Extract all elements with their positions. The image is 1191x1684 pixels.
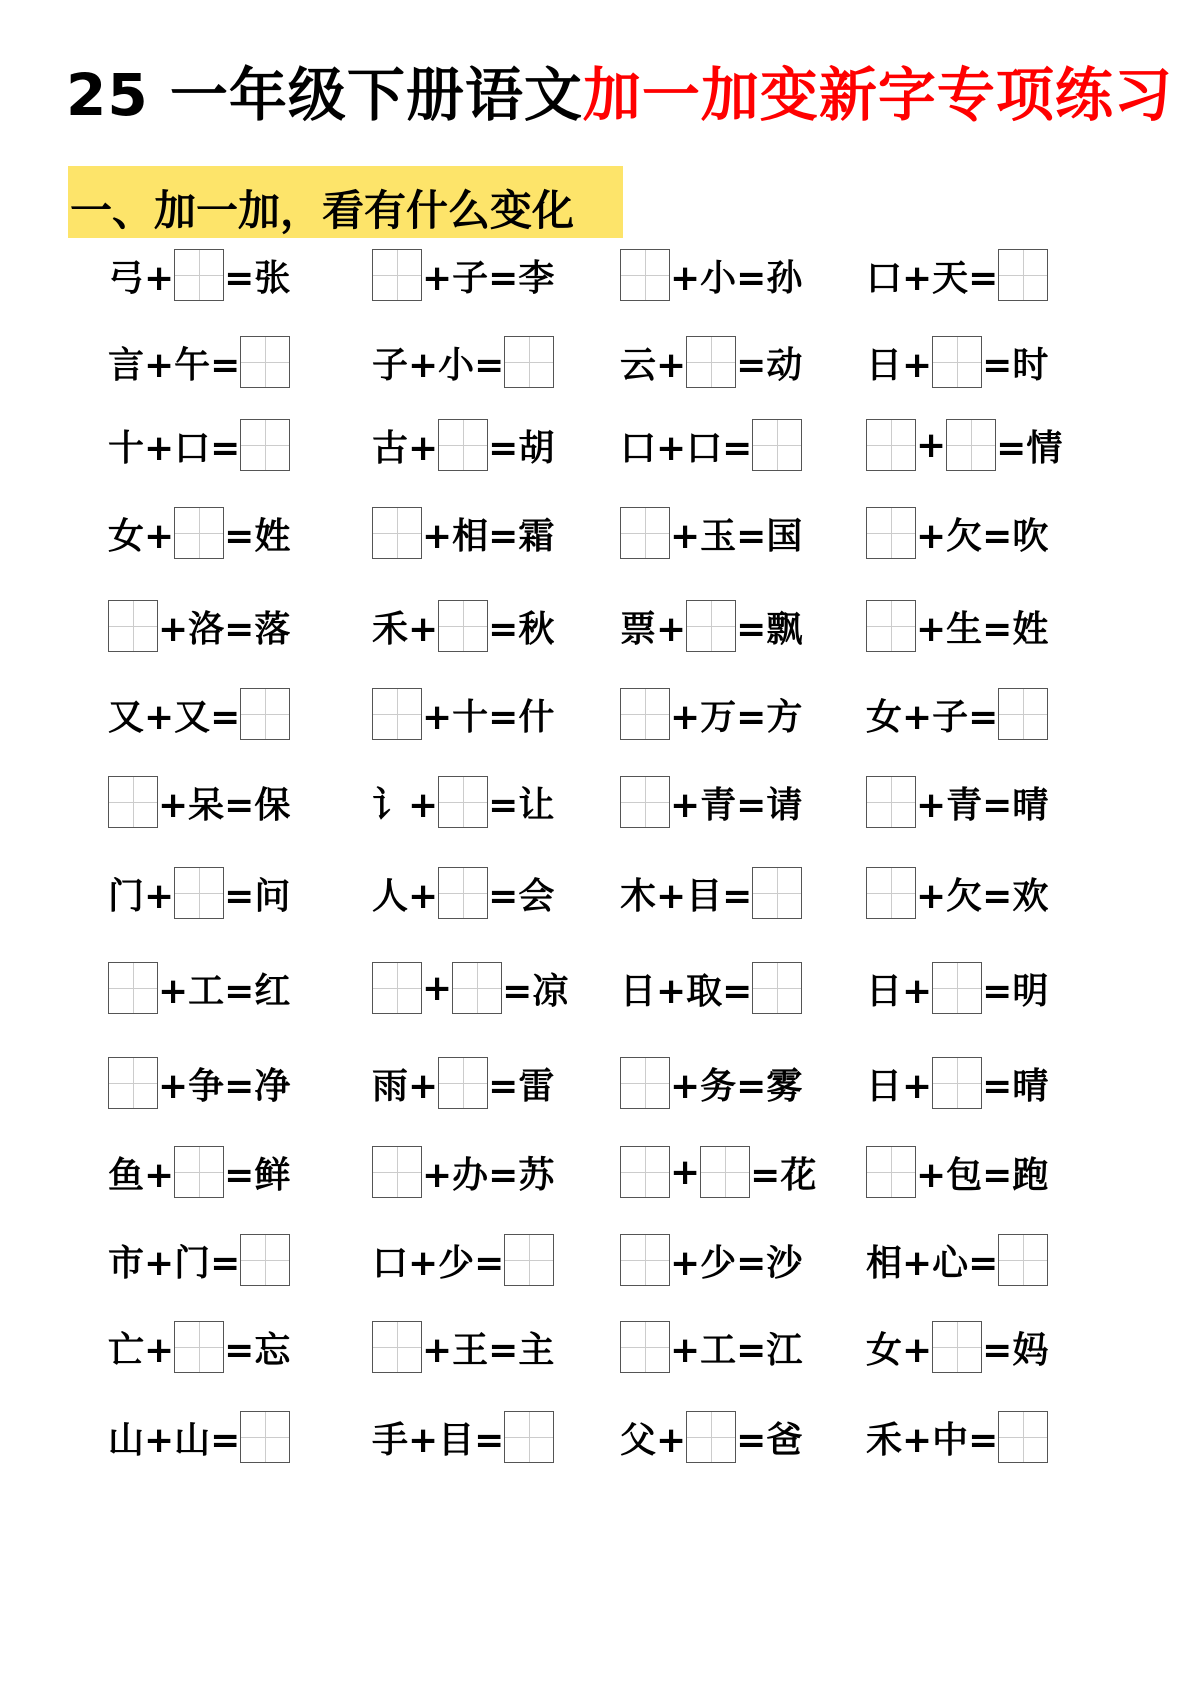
equation-text: =时 [982, 344, 1049, 386]
answer-box[interactable] [998, 1234, 1048, 1286]
equation-text: 门+ [108, 875, 175, 917]
answer-box[interactable] [620, 1146, 670, 1198]
answer-box[interactable] [372, 1321, 422, 1373]
exercise-item [108, 332, 290, 392]
equation-text: 又+又= [108, 696, 241, 738]
exercise-item [620, 415, 802, 475]
exercise-item [866, 684, 1048, 744]
exercise-item [620, 772, 802, 832]
answer-box[interactable] [438, 1057, 488, 1109]
exercise-item [372, 415, 554, 475]
equation-text: + [422, 967, 453, 1009]
equation-text: +呆=保 [158, 784, 291, 826]
equation-text: 口+口= [620, 427, 753, 469]
answer-box[interactable] [438, 776, 488, 828]
exercise-item [620, 332, 802, 392]
equation-text: 日+ [866, 970, 933, 1012]
exercise-item [866, 1407, 1048, 1467]
exercise-item [866, 245, 1048, 305]
equation-text: 言+午= [108, 344, 241, 386]
equation-text: 云+ [620, 344, 687, 386]
equation-text: 口+少= [372, 1242, 505, 1284]
equation-text: 市+门= [108, 1242, 241, 1284]
equation-text: +欠=吹 [916, 515, 1049, 557]
exercise-item [866, 1317, 1048, 1377]
equation-text: +办=苏 [422, 1154, 555, 1196]
answer-box[interactable] [932, 962, 982, 1014]
answer-box[interactable] [240, 688, 290, 740]
answer-box[interactable] [372, 688, 422, 740]
answer-box[interactable] [752, 419, 802, 471]
equation-text: =情 [996, 427, 1063, 469]
exercise-item [372, 1230, 554, 1290]
equation-text: +王=主 [422, 1329, 555, 1371]
answer-box[interactable] [108, 776, 158, 828]
answer-box[interactable] [438, 867, 488, 919]
answer-box[interactable] [372, 249, 422, 301]
answer-box[interactable] [108, 1057, 158, 1109]
equation-text: +工=江 [670, 1329, 803, 1371]
equation-text: =张 [224, 257, 291, 299]
equation-text: =晴 [982, 1065, 1049, 1107]
equation-text: 手+目= [372, 1419, 505, 1461]
equation-text: 女+子= [866, 696, 999, 738]
answer-box[interactable] [752, 962, 802, 1014]
equation-text: +洛=落 [158, 608, 291, 650]
equation-text: +玉=国 [670, 515, 803, 557]
answer-box[interactable] [174, 1321, 224, 1373]
exercise-item [108, 245, 290, 305]
equation-text: 雨+ [372, 1065, 439, 1107]
exercise-item [372, 596, 554, 656]
equation-text: + [916, 424, 947, 466]
answer-box[interactable] [866, 1146, 916, 1198]
answer-box[interactable] [932, 1321, 982, 1373]
answer-box[interactable] [108, 962, 158, 1014]
equation-text: 日+ [866, 1065, 933, 1107]
equation-text: =凉 [502, 970, 569, 1012]
section-heading-banner [68, 166, 623, 238]
equation-text: 山+山= [108, 1419, 241, 1461]
equation-text: 票+ [620, 608, 687, 650]
answer-box[interactable] [504, 336, 554, 388]
title-red-part: 加一加变新字专项练习 [582, 61, 1173, 129]
page-title [66, 48, 1173, 132]
equation-text: 十+口= [108, 427, 241, 469]
equation-text: +青=请 [670, 784, 803, 826]
exercise-item [866, 332, 1048, 392]
equation-text: 子+小= [372, 344, 505, 386]
answer-box[interactable] [240, 419, 290, 471]
exercise-item [108, 684, 290, 744]
exercise-item [620, 684, 802, 744]
answer-box[interactable] [504, 1411, 554, 1463]
answer-box[interactable] [998, 249, 1048, 301]
answer-box[interactable] [240, 1234, 290, 1286]
equation-text: +欠=欢 [916, 875, 1049, 917]
exercise-item [866, 772, 1048, 832]
equation-text: + [670, 1151, 701, 1193]
equation-text: 禾+ [372, 608, 439, 650]
answer-box[interactable] [932, 336, 982, 388]
equation-text: 木+目= [620, 875, 753, 917]
equation-text: =妈 [982, 1329, 1049, 1371]
equation-text: 日+取= [620, 970, 753, 1012]
exercise-item [372, 245, 554, 305]
equation-text: =忘 [224, 1329, 291, 1371]
answer-box[interactable] [998, 688, 1048, 740]
exercise-item [866, 1230, 1048, 1290]
exercise-item [866, 415, 1062, 475]
answer-box[interactable] [932, 1057, 982, 1109]
exercise-item [620, 1053, 802, 1113]
answer-box[interactable] [998, 1411, 1048, 1463]
exercise-item [372, 772, 554, 832]
exercise-item [372, 1053, 554, 1113]
answer-box[interactable] [620, 688, 670, 740]
answer-box[interactable] [620, 1234, 670, 1286]
equation-text: =鲜 [224, 1154, 291, 1196]
equation-text: 禾+中= [866, 1419, 999, 1461]
equation-text: +小=孙 [670, 257, 803, 299]
answer-box[interactable] [686, 336, 736, 388]
exercise-item [108, 1230, 290, 1290]
exercise-item [108, 415, 290, 475]
answer-box[interactable] [620, 507, 670, 559]
equation-text: =让 [488, 784, 555, 826]
equation-text: +十=什 [422, 696, 555, 738]
equation-text: +生=姓 [916, 608, 1049, 650]
exercise-item [372, 958, 568, 1018]
equation-text: 日+ [866, 344, 933, 386]
exercise-item [108, 863, 290, 923]
equation-text: +争=净 [158, 1065, 291, 1107]
answer-box[interactable] [866, 867, 916, 919]
exercise-item [620, 958, 802, 1018]
answer-box[interactable] [946, 419, 996, 471]
answer-box[interactable] [372, 962, 422, 1014]
answer-box[interactable] [504, 1234, 554, 1286]
answer-box[interactable] [174, 507, 224, 559]
exercise-item [620, 1317, 802, 1377]
equation-text: 亡+ [108, 1329, 175, 1371]
equation-text: 口+天= [866, 257, 999, 299]
exercise-item [108, 1317, 290, 1377]
exercise-item [866, 863, 1048, 923]
exercise-item [620, 245, 802, 305]
equation-text: 女+ [108, 515, 175, 557]
exercise-item [108, 958, 290, 1018]
equation-text: 古+ [372, 427, 439, 469]
exercise-item [372, 863, 554, 923]
exercise-item [372, 1317, 554, 1377]
equation-text: +子=李 [422, 257, 555, 299]
exercise-item [620, 1230, 802, 1290]
equation-text: 弓+ [108, 257, 175, 299]
equation-text: =爸 [736, 1419, 803, 1461]
equation-text: 相+心= [866, 1242, 999, 1284]
answer-box[interactable] [372, 507, 422, 559]
answer-box[interactable] [240, 1411, 290, 1463]
exercise-item [620, 1142, 816, 1202]
equation-text: 人+ [372, 875, 439, 917]
equation-text: +少=沙 [670, 1242, 803, 1284]
equation-text: 女+ [866, 1329, 933, 1371]
equation-text: =胡 [488, 427, 555, 469]
equation-text: =花 [750, 1154, 817, 1196]
exercise-item [108, 503, 290, 563]
title-black-part: 25 一年级下册语文 [66, 61, 583, 129]
answer-box[interactable] [752, 867, 802, 919]
equation-text: =动 [736, 344, 803, 386]
answer-box[interactable] [438, 600, 488, 652]
exercise-item [866, 1142, 1048, 1202]
exercise-item [372, 1407, 554, 1467]
equation-text: =问 [224, 875, 291, 917]
answer-box[interactable] [620, 249, 670, 301]
answer-box[interactable] [240, 336, 290, 388]
exercise-item [866, 958, 1048, 1018]
answer-box[interactable] [866, 419, 916, 471]
answer-box[interactable] [866, 507, 916, 559]
answer-box[interactable] [438, 419, 488, 471]
answer-box[interactable] [620, 1321, 670, 1373]
equation-text: +青=晴 [916, 784, 1049, 826]
answer-box[interactable] [174, 1146, 224, 1198]
exercise-item [866, 503, 1048, 563]
answer-box[interactable] [452, 962, 502, 1014]
answer-box[interactable] [108, 600, 158, 652]
exercise-item [620, 1407, 802, 1467]
answer-box[interactable] [174, 867, 224, 919]
answer-box[interactable] [620, 1057, 670, 1109]
exercise-item [108, 1142, 290, 1202]
exercise-item [866, 1053, 1048, 1113]
exercise-item [372, 684, 554, 744]
equation-text: 讠+ [372, 784, 439, 826]
answer-box[interactable] [686, 600, 736, 652]
answer-box[interactable] [866, 600, 916, 652]
answer-box[interactable] [620, 776, 670, 828]
equation-text: +务=雾 [670, 1065, 803, 1107]
answer-box[interactable] [866, 776, 916, 828]
exercise-item [866, 596, 1048, 656]
exercise-item [108, 596, 290, 656]
answer-box[interactable] [686, 1411, 736, 1463]
exercise-item [372, 332, 554, 392]
exercise-item [108, 1407, 290, 1467]
answer-box[interactable] [174, 249, 224, 301]
equation-text: =雷 [488, 1065, 555, 1107]
equation-text: +包=跑 [916, 1154, 1049, 1196]
equation-text: +相=霜 [422, 515, 555, 557]
exercise-item [372, 1142, 554, 1202]
equation-text: =姓 [224, 515, 291, 557]
equation-text: +工=红 [158, 970, 291, 1012]
equation-text: 鱼+ [108, 1154, 175, 1196]
section-heading: 一、加一加，看有什么变化 [70, 186, 575, 235]
equation-text: =飘 [736, 608, 803, 650]
equation-text: =会 [488, 875, 555, 917]
equation-text: +万=方 [670, 696, 803, 738]
equation-text: 父+ [620, 1419, 687, 1461]
exercise-item [620, 596, 802, 656]
exercise-item [620, 503, 802, 563]
equation-text: =明 [982, 970, 1049, 1012]
answer-box[interactable] [700, 1146, 750, 1198]
exercise-item [372, 503, 554, 563]
equation-text: =秋 [488, 608, 555, 650]
answer-box[interactable] [372, 1146, 422, 1198]
exercise-item [108, 1053, 290, 1113]
exercise-item [620, 863, 802, 923]
exercise-item [108, 772, 290, 832]
